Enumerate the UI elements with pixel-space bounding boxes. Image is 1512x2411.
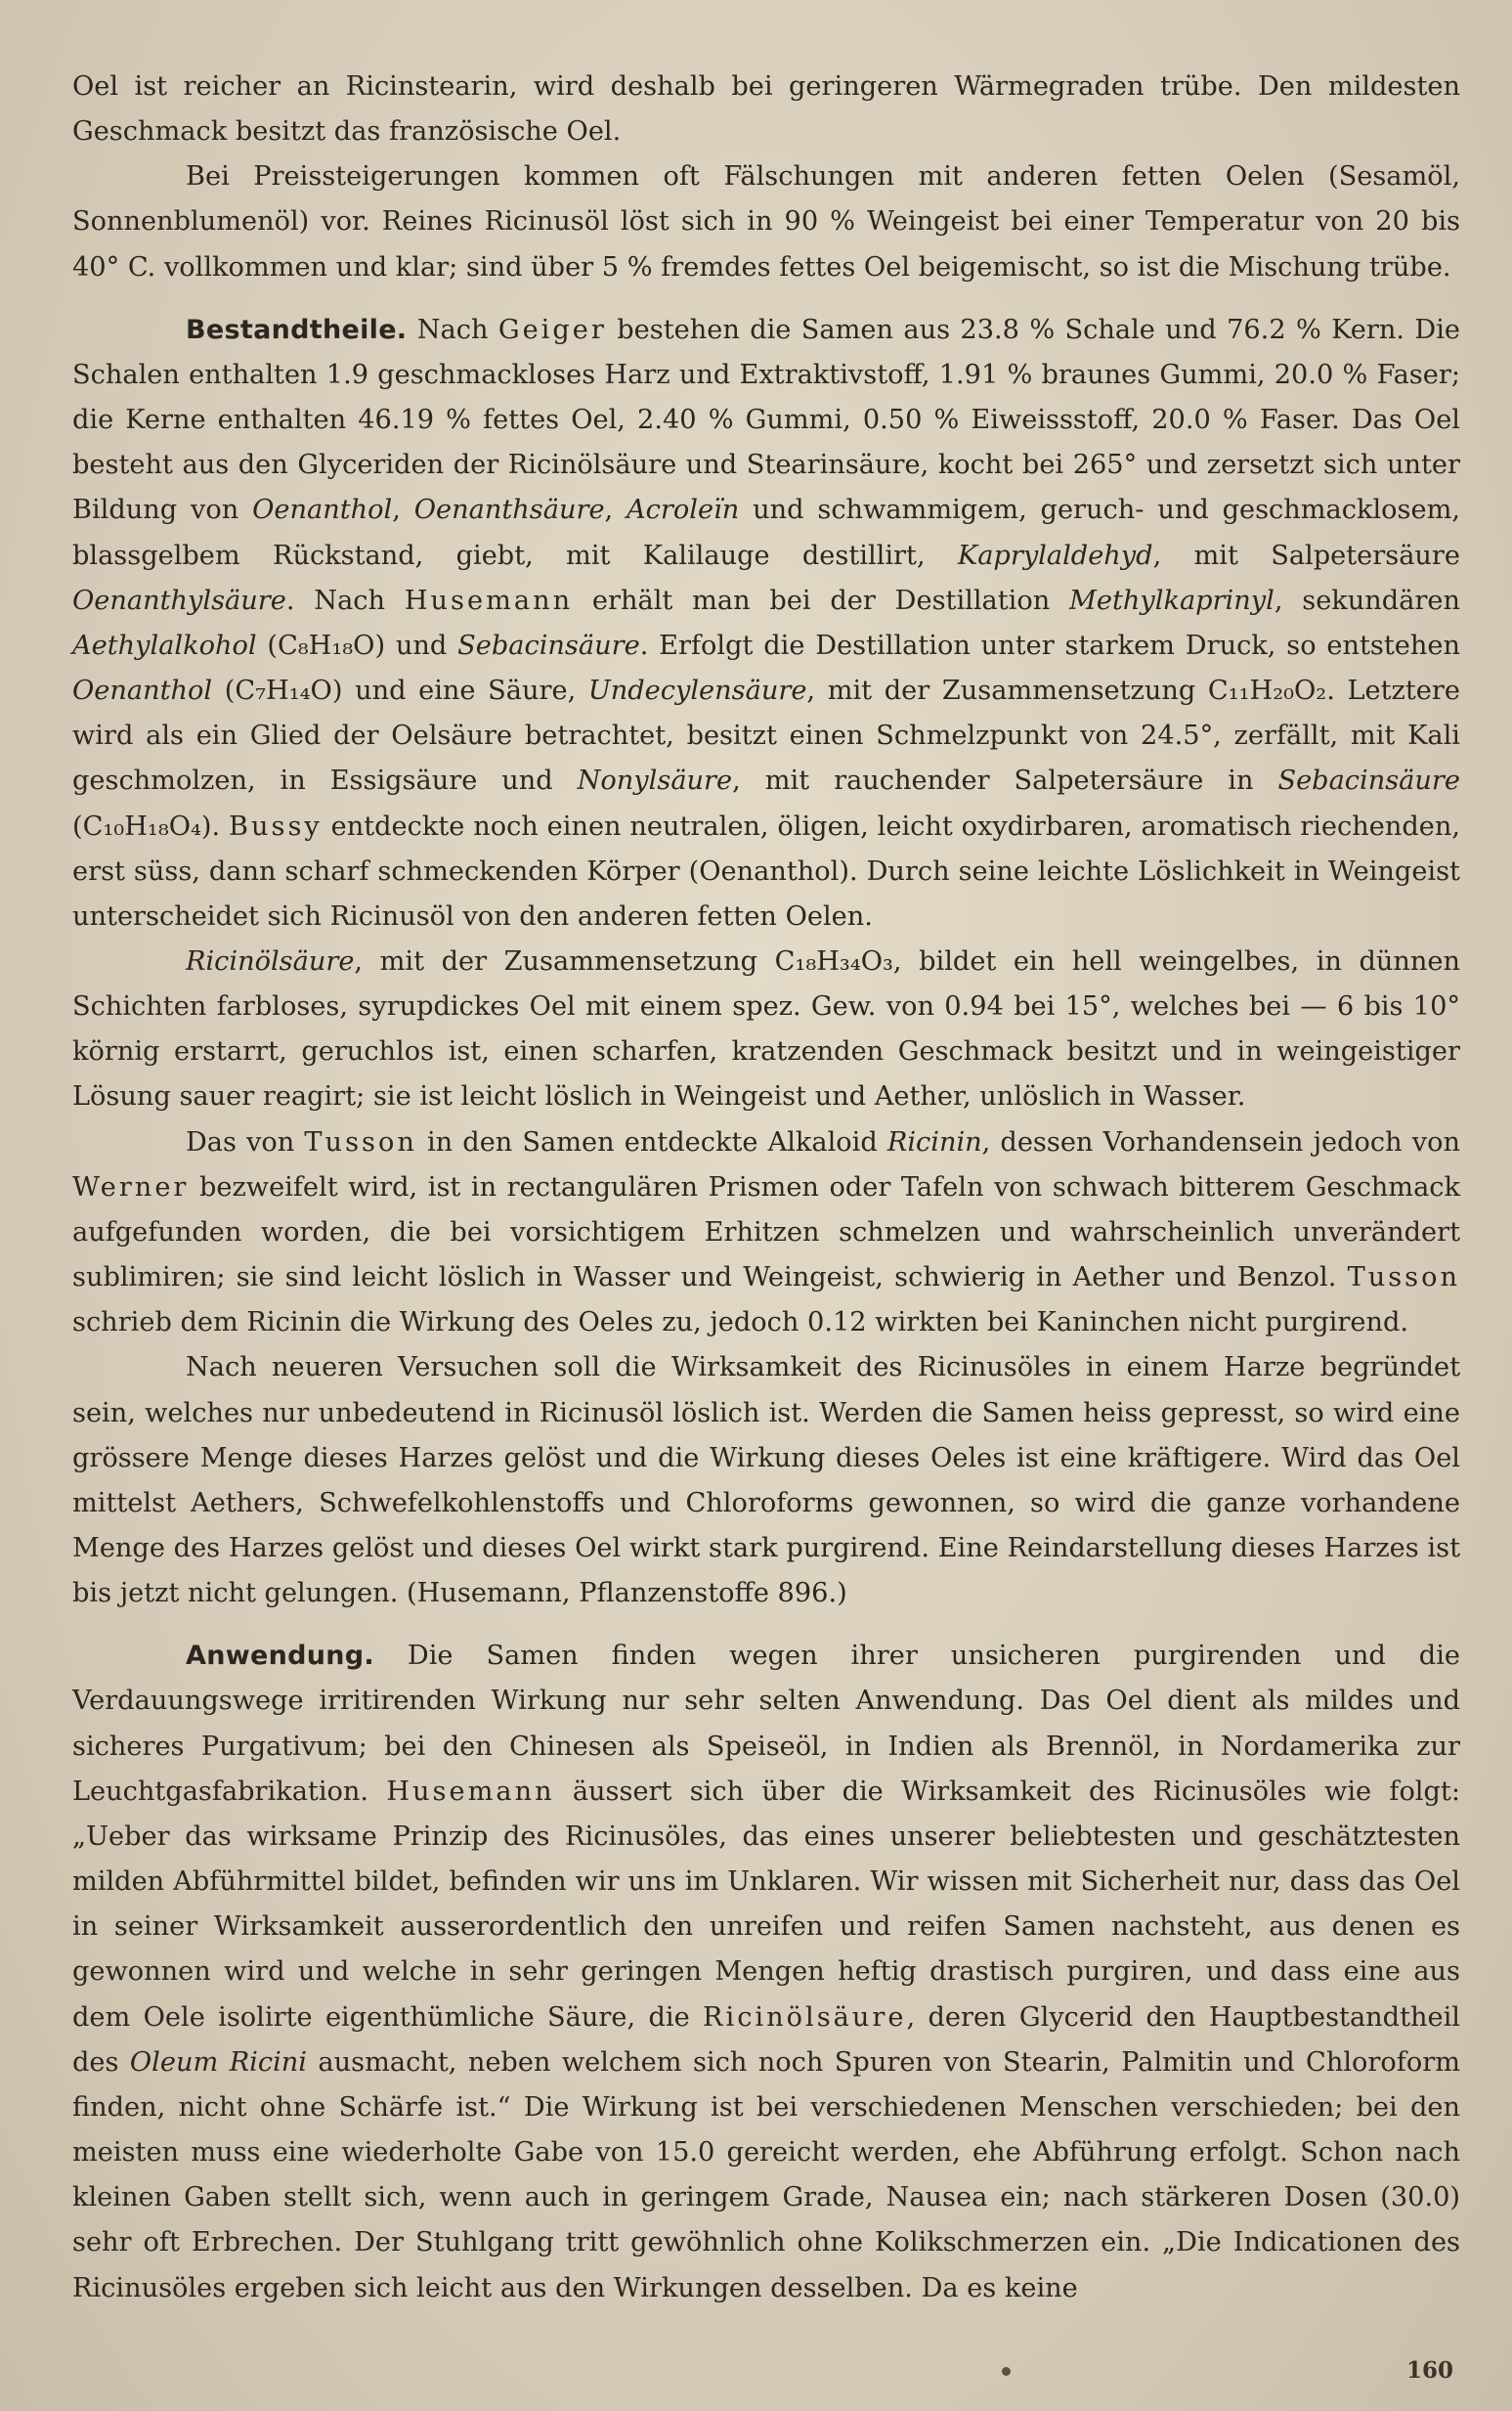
text-run: Nach — [416, 314, 498, 345]
author-name: Husemann — [404, 585, 574, 616]
text-run: , sekundären — [1274, 585, 1460, 616]
paragraph-harz: Nach neueren Versuchen soll die Wirksamkeit des Ricinusöles in einem Harze begründet sein, welches nur unbedeutend in Ricinusöl löslich ist. Werden die Samen heiss gepresst, so wird eine grössere Menge dieses Harzes gelöst und die Wirkung dieses Oeles ist eine kräftigere. Wird das Oel mittelst Aethers, Schwefelkohlenstoffs und Chloroforms gewonnen, so wird die ganze vorhandene Menge des Harzes gelöst und dieses Oel wirkt stark purgirend. Eine Reindarstellung dieses Harzes ist bis jetzt nicht gelungen. (Husemann, Pflanzenstoffe 896.) — [72, 1352, 1460, 1609]
author-name: Bussy — [229, 811, 323, 842]
print-speck — [1002, 2367, 1011, 2376]
text-run: , — [604, 495, 627, 526]
chem-term: Kaprylaldehyd — [957, 540, 1153, 571]
chem-term: Ricinin — [886, 1126, 982, 1158]
chem-term: Sebacinsäure — [457, 630, 640, 661]
text-run: erhält man bei der Destillation — [573, 585, 1070, 616]
paragraph-bestandtheile — [72, 308, 1460, 940]
chem-term: Nonylsäure — [577, 766, 733, 797]
author-name: Tusson — [304, 1126, 417, 1158]
chem-term: Methylkaprinyl — [1069, 585, 1274, 616]
text-run: (C₁₀H₁₈O₄). — [72, 811, 229, 842]
chem-term-spaced: Ricinölsäure — [703, 2001, 907, 2033]
chem-term: Undecylensäure — [587, 676, 807, 707]
text-run: . Erfolgt die Destillation unter starkem Druck, so entstehen — [639, 630, 1460, 661]
chem-term: Ricinölsäure — [186, 945, 355, 977]
text-run: . Nach — [285, 585, 405, 616]
text-run: , mit der Zusammensetzung C₁₈H₃₄O₃, bildet ein hell weingelbes, in dünnen Schichten farbloses, syrupdickes Oel mit einem spez. Gew. von 0.94 bei 15°, welches bei — 6 bis 10° körnig erstarrt, geruchlos ist, einen scharfen, kratzenden Geschmack besitzt und in weingeistiger Lösung sauer reagirt; sie ist leicht löslich in Weingeist und Aether, unlöslich in Wasser. — [72, 945, 1460, 1113]
text-run: in den Samen entdeckte Alkaloid — [416, 1126, 887, 1158]
text-run: , — [392, 495, 414, 526]
text-run: bestehen die Samen aus 23.8 % Schale und 76.2 % Kern. Die Schalen enthalten 1.9 geschmackloses Harz und Extraktivstoff, 1.91 % braunes Gummi, 20.0 % Faser; die Kerne enthalten 46.19 % fettes Oel, 2.40 % Gummi, 0.50 % Eiweissstoff, 20.0 % Faser. Das Oel besteht aus den Glyceriden der Ricinölsäure und Stearinsäure, kocht bei 265° und zersetzt sich unter Bildung von — [72, 314, 1460, 526]
heading-anwendung: Anwendung. — [186, 1641, 374, 1672]
author-name: Werner — [72, 1171, 190, 1203]
text-run: (C₈H₁₈O) und — [256, 630, 458, 661]
text-run: entdeckte noch einen neutralen, öligen, leicht oxydirbaren, aromatisch riechenden, erst süss, dann scharf schmeckenden Körper (Oenanthol). Durch seine leichte Löslichkeit in Weingeist unterscheidet sich Ricinusöl von den anderen fetten Oelen. — [72, 811, 1460, 932]
text-run: Die Samen finden wegen ihrer unsicheren purgirenden und die Verdauungswege irritirenden Wirkung nur sehr selten Anwendung. Das Oel dient als mildes und sicheres Purgativum; bei den Chinesen als Speiseöl, in Indien als Brennöl, in Nordamerika zur Leuchtgasfabrikation. — [72, 1641, 1460, 1807]
chem-term: Acroleïn — [626, 495, 740, 526]
text-run: , mit rauchender Salpetersäure in — [732, 766, 1278, 797]
chem-term: Sebacinsäure — [1277, 766, 1460, 797]
chem-term: Oenanthol — [252, 495, 393, 526]
text-run: Das von — [186, 1126, 305, 1158]
paragraph-ricinin — [72, 1120, 1460, 1346]
chem-term: Oenanthsäure — [413, 495, 605, 526]
chem-term: Oenanthylsäure — [72, 585, 286, 616]
text-run: äussert sich über die Wirksamkeit des Ricinusöles wie folgt: „Ueber das wirksame Prinzip des Ricinusöles, das eines unserer beliebtesten und geschätztesten milden Abführmittel bildet, befinden wir uns im Unklaren. Wir wissen mit Sicherheit nur, dass das Oel in seiner Wirksamkeit ausserordentlich den unreifen und reifen Samen nachsteht, aus denen es gewonnen wird und welche in sehr geringen Mengen heftig drastisch purgiren, und dass eine aus dem Oele isolirte eigenthümliche Säure, die — [72, 1775, 1460, 2033]
page-number: 160 — [1405, 2357, 1453, 2384]
paragraph-continuation: Oel ist reicher an Ricinstearin, wird deshalb bei geringeren Wärmegraden trübe. Den mildesten Geschmack besitzt das französische Oel. — [72, 71, 1460, 148]
author-name: Tusson — [1347, 1262, 1460, 1293]
paragraph-anwendung — [72, 1634, 1460, 2310]
heading-bestandtheile: Bestandtheile. — [186, 314, 408, 345]
text-run: , deren Glycerid den Hauptbestandtheil des — [72, 2001, 1460, 2078]
author-name: Geiger — [497, 314, 607, 345]
chem-term: Aethylalkohol — [72, 630, 257, 661]
paragraph-falschungen: Bei Preissteigerungen kommen oft Fälschungen mit anderen fetten Oelen (Sesamöl, Sonnenblumenöl) vor. Reines Ricinusöl löst sich in 90 % Weingeist bei einer Temperatur von 20 bis 40° C. vollkommen und klar; sind über 5 % fremdes fettes Oel beigemischt, so ist die Mischung trübe. — [72, 161, 1460, 283]
text-run: , mit Salpetersäure — [1152, 540, 1460, 571]
text-run: , dessen Vorhandensein jedoch von — [981, 1126, 1460, 1158]
text-run: und schwammigem, geruch- und geschmacklosem, blassgelbem Rückstand, giebt, mit Kalilauge destillirt, — [72, 495, 1460, 571]
paragraph-ricinolsaeure — [72, 940, 1460, 1120]
text-run: bezweifelt wird, ist in rectangulären Prismen oder Tafeln von schwach bitterem Geschmack aufgefunden worden, die bei vorsichtigem Erhitzen schmelzen und wahrscheinlich unverändert sublimiren; sie sind leicht löslich in Wasser und Weingeist, schwierig in Aether und Benzol. — [72, 1171, 1460, 1293]
chem-term: Oenanthol — [72, 676, 213, 707]
page-body — [72, 65, 1460, 2311]
text-run: , mit der Zusammensetzung C₁₁H₂₀O₂. Letztere wird als ein Glied der Oelsäure betrachtet, besitzt einen Schmelzpunkt von 24.5°, zerfällt, mit Kali geschmolzen, in Essigsäure und — [72, 676, 1460, 797]
text-run: (C₇H₁₄O) und eine Säure, — [212, 676, 588, 707]
author-name: Husemann — [386, 1775, 555, 1807]
text-run: ausmacht, neben welchem sich noch Spuren von Stearin, Palmitin und Chloroform finden, nicht ohne Schärfe ist.“ Die Wirkung ist bei verschiedenen Menschen verschieden; bei den meisten muss eine wiederholte Gabe von 15.0 gereicht werden, ehe Abführung erfolgt. Schon nach kleinen Gaben stellt sich, wenn auch in geringem Grade, Nausea ein; nach stärkeren Dosen (30.0) sehr oft Erbrechen. Der Stuhlgang tritt gewöhnlich ohne Kolikschmerzen ein. „Die Indicationen des Ricinusöles ergeben sich leicht aus den Wirkungen desselben. Da es keine — [72, 2046, 1460, 2303]
chem-term: Oleum Ricini — [129, 2046, 307, 2078]
text-run: schrieb dem Ricinin die Wirkung des Oeles zu, jedoch 0.12 wirkten bei Kaninchen nicht purgirend. — [72, 1307, 1409, 1338]
